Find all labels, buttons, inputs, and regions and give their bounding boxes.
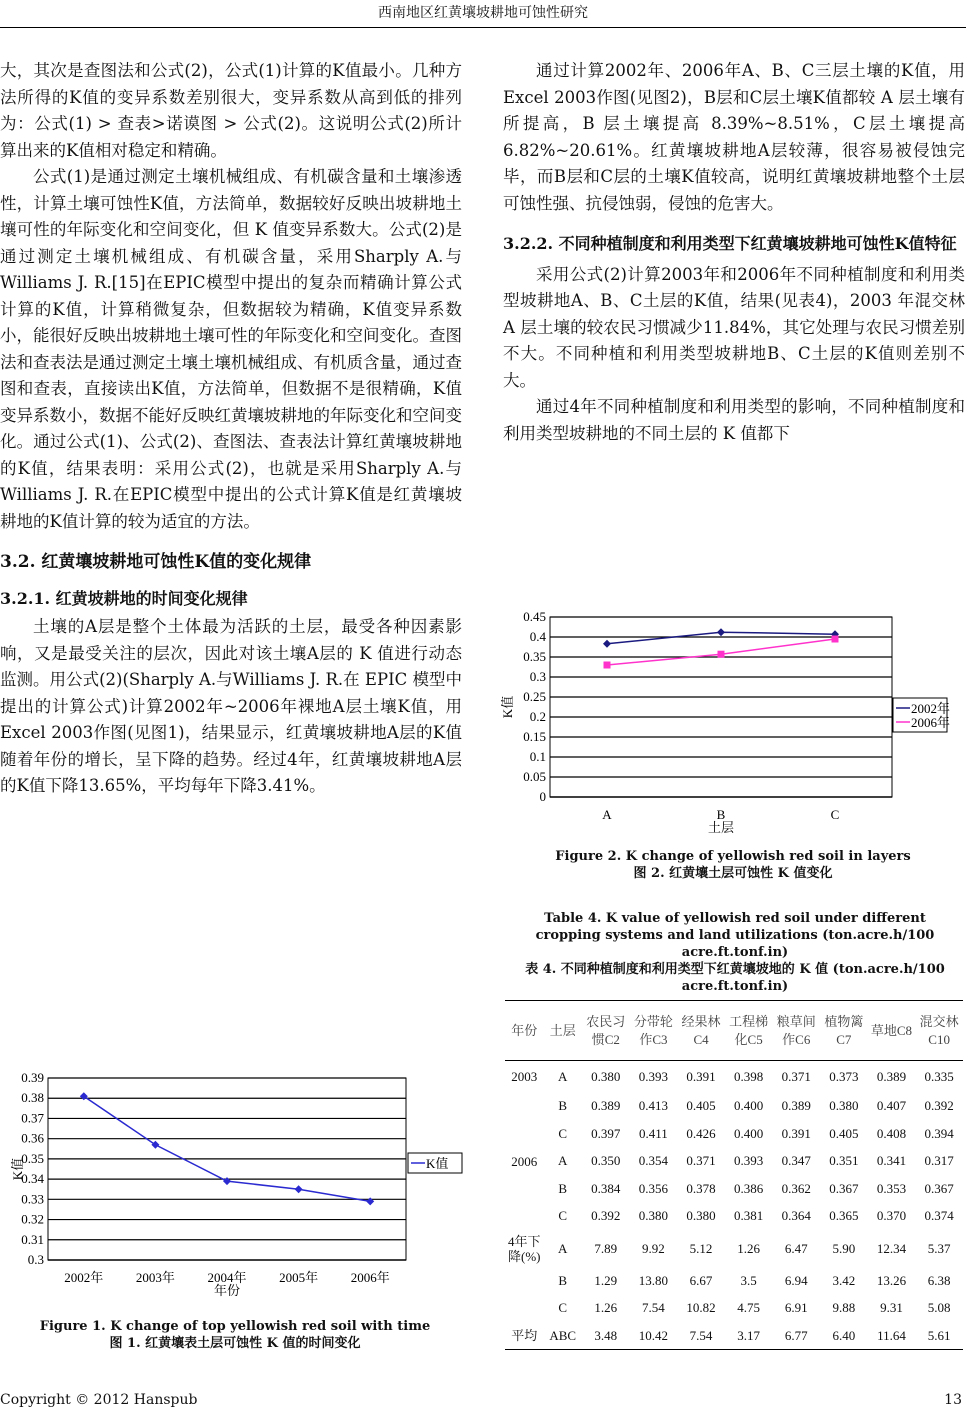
- table-cell: 0.389: [781, 1098, 811, 1114]
- paragraph: 采用公式(2)计算2003年和2006年不同种植制度和利用类型坡耕地A、B、C土层的K值，结果(见表4)，2003 年混交林 A 层土壤的较农民习惯减少11.84%，其它处理与农民习惯差别不大。不同种植和利用类型坡耕地B、C土层的K值则差别不大。: [503, 264, 965, 390]
- table-row: [505, 1267, 963, 1295]
- table-cell: 6.91: [784, 1300, 808, 1316]
- right-column: [503, 58, 965, 447]
- table-4: [505, 1000, 963, 1350]
- subsection-heading: 3.2.2. 不同种植制度和利用类型下红黄壤坡耕地可蚀性K值特征: [503, 234, 957, 253]
- y-tick-label: 0.15: [523, 729, 546, 744]
- table-cell: [505, 1093, 544, 1121]
- table-cell: 0.371: [686, 1153, 716, 1169]
- caption-cn: 表 4. 不同种植制度和利用类型下红黄壤坡地的 K 值 (ton.acre.h/100 acre.ft.tonf.in): [525, 962, 945, 994]
- paragraph: 土壤的A层是整个土体最为活跃的土层，最受各种因素影响，又是最受关注的层次，因此对该土壤A层的 K 值进行动态监测。用公式(2)(Sharply A.与Williams J. R.在 EPIC 模型中提出的计算公式)计算2002年~2006年裸地A层土壤K值，用Excel 2003作图(见图1)，结果显示，红黄壤坡耕地A层的K值随着年份的增长，呈下降的趋势。经过4年，红黄壤坡耕地A层的K值下降13.65%，平均每年下降3.41%。: [0, 617, 462, 795]
- table-cell: 0.386: [734, 1180, 764, 1196]
- y-axis-label: K值: [500, 695, 515, 719]
- table-cell: 7.89: [594, 1240, 618, 1256]
- table-cell: 0.381: [734, 1208, 764, 1224]
- table-cell: 0.380: [591, 1068, 621, 1084]
- y-tick-label: 0.32: [21, 1211, 44, 1227]
- plot-area: [550, 617, 892, 797]
- y-tick-label: 0.33: [21, 1191, 44, 1207]
- table-cell: [505, 1175, 544, 1203]
- table-cell: 0.413: [638, 1098, 669, 1114]
- figure-2-chart: [500, 605, 966, 835]
- subsection-heading: 3.2.1. 红黄坡耕地的时间变化规律: [0, 588, 248, 608]
- table-cell: 0.397: [591, 1125, 621, 1141]
- table-row: [505, 1175, 963, 1203]
- x-axis-label: 年份: [213, 1283, 241, 1298]
- y-tick-label: 0.05: [523, 769, 546, 784]
- column-header: 粮草间作C6: [776, 1013, 816, 1047]
- table-cell: 3.5: [740, 1272, 757, 1288]
- table-cell: B: [558, 1180, 568, 1196]
- table-cell: 5.08: [927, 1300, 951, 1316]
- table-cell: C: [558, 1208, 568, 1224]
- table-cell: 0.393: [734, 1153, 764, 1169]
- y-tick-label: 0.1: [529, 749, 546, 764]
- table-cell: 6.77: [784, 1327, 808, 1343]
- legend-label: 2002年: [911, 701, 951, 716]
- table-cell: 0.426: [686, 1125, 716, 1141]
- table-cell: 0.400: [734, 1098, 764, 1114]
- table-cell: 12.34: [876, 1240, 907, 1256]
- table-row: [505, 1322, 963, 1350]
- data-point: [718, 651, 725, 658]
- table-cell: 0.317: [924, 1153, 954, 1169]
- x-tick-label: 2003年: [135, 1270, 175, 1285]
- table-cell: 9.92: [642, 1240, 665, 1256]
- table-cell: A: [558, 1068, 568, 1084]
- column-header: 分带轮作C3: [633, 1013, 673, 1047]
- table-cell: 3.48: [594, 1327, 618, 1343]
- table-cell: 0.411: [639, 1125, 668, 1141]
- table-cell: 0.367: [829, 1180, 859, 1196]
- caption-cn: 图 1. 红黄壤表土层可蚀性 K 值的时间变化: [109, 1336, 361, 1351]
- table-cell: 0.364: [781, 1208, 811, 1224]
- table-cell: B: [558, 1098, 568, 1114]
- table-cell: 0.362: [781, 1180, 811, 1196]
- table-cell: C: [558, 1125, 568, 1141]
- table-cell: 6.47: [784, 1240, 808, 1256]
- table-cell: 10.42: [638, 1327, 669, 1343]
- table-cell: 0.391: [781, 1125, 811, 1141]
- table-cell: 0.350: [591, 1153, 621, 1169]
- table-cell: 4.75: [737, 1300, 760, 1316]
- paragraph: 公式(1)是通过测定土壤机械组成、有机碳含量和土壤渗透性，计算土壤可蚀性K值，方法简单，数据较好反映出坡耕地土壤可性的年际变化和空间变化，但 K 值变异系数大。公式(2)是通过测定土壤机械组成、有机碳含量，采用Sharply A.与Williams J. R.[15]在EPIC模型中提出的复杂而精确计算公式计算的K值，计算稍微复杂，但数据较为精确，K值变异系数小，能很好反映出坡耕地土壤可性的年际变化和空间变化。查图法和查表法是通过测定土壤土壤机械组成、有机质含量，通过查图和查表，直接读出K值，方法简单，但数据不是很精确，K值变异系数小，数据不能好反映红黄壤坡耕地的年际变化和空间变化。通过公式(1)、公式(2)、查图法、查表法计算红黄壤坡耕地的K值，结果表明：采用公式(2)，也就是采用Sharply A.与Williams J. R.在EPIC模型中提出的公式计算K值是红黄壤坡耕地的K值计算的较为适宜的方法。: [0, 167, 462, 531]
- figure-1-caption: [0, 1318, 470, 1352]
- table-row: [505, 1120, 963, 1148]
- table-cell: 0.389: [876, 1068, 907, 1084]
- column-header: 工程梯化C5: [729, 1013, 769, 1047]
- table-cell: [505, 1267, 544, 1295]
- table-cell: 2003: [511, 1069, 538, 1085]
- column-header: 农民习惯C2: [586, 1013, 626, 1047]
- table-cell: 5.12: [689, 1240, 713, 1256]
- legend-label: 2006年: [911, 715, 951, 730]
- table-cell: 6.94: [784, 1272, 808, 1288]
- table-cell: 0.389: [591, 1098, 621, 1114]
- table-cell: 1.29: [594, 1272, 618, 1288]
- figure-2-caption: [500, 848, 966, 882]
- y-tick-label: 0.35: [21, 1150, 44, 1166]
- table-cell: 0.408: [876, 1125, 907, 1141]
- table-cell: 10.82: [686, 1300, 716, 1316]
- x-tick-label: B: [716, 807, 726, 822]
- x-tick-label: A: [602, 807, 612, 822]
- header-rule: [0, 27, 966, 28]
- table-row: [505, 1093, 963, 1121]
- y-tick-label: 0.38: [21, 1090, 44, 1106]
- table-cell: A: [558, 1240, 568, 1256]
- caption-cn: 图 2. 红黄壤土层可蚀性 K 值变化: [633, 866, 833, 881]
- table-row: [505, 1148, 963, 1176]
- footer-copyright: Copyright © 2012 Hanspub: [0, 1392, 198, 1408]
- table-cell: 0.367: [924, 1180, 954, 1196]
- table-cell: 0.370: [876, 1208, 907, 1224]
- x-axis-label: 土层: [707, 820, 735, 835]
- table-cell: ABC: [549, 1327, 577, 1343]
- table-cell: 9.31: [880, 1300, 903, 1316]
- figure-1-chart: [10, 1068, 465, 1318]
- table-cell: 0.371: [781, 1068, 811, 1084]
- x-tick-label: 2005年: [279, 1270, 319, 1285]
- table-cell: 平均: [511, 1328, 538, 1343]
- column-header: 植物篱C7: [824, 1013, 864, 1047]
- column-header: 混交林C10: [919, 1013, 959, 1047]
- table-cell: 0.394: [924, 1125, 954, 1141]
- y-tick-label: 0.2: [529, 709, 546, 724]
- table-cell: 0.380: [686, 1208, 716, 1224]
- data-point: [832, 636, 839, 643]
- table-cell: 0.347: [781, 1153, 811, 1169]
- y-tick-label: 0.31: [21, 1231, 44, 1247]
- table-cell: 13.80: [638, 1272, 669, 1288]
- y-tick-label: 0.37: [21, 1110, 44, 1126]
- table-cell: 0.380: [829, 1098, 859, 1114]
- plot-area: [48, 1078, 406, 1260]
- table-cell: 5.61: [927, 1327, 951, 1343]
- y-tick-label: 0.35: [523, 649, 546, 664]
- table-cell: 11.64: [877, 1327, 906, 1343]
- table-cell: 0.356: [638, 1180, 669, 1196]
- table-cell: 0.393: [638, 1068, 669, 1084]
- table-cell: 0.392: [924, 1098, 954, 1114]
- table-cell: 0.378: [686, 1180, 716, 1196]
- caption-en: Figure 1. K change of top yellowish red soil with time: [39, 1319, 431, 1334]
- running-header: 西南地区红黄壤坡耕地可蚀性研究: [378, 5, 588, 21]
- caption-en: Figure 2. K change of yellowish red soil in layers: [555, 849, 911, 864]
- table-cell: 0.341: [876, 1153, 907, 1169]
- table-cell: A: [558, 1153, 568, 1169]
- y-tick-label: 0.45: [523, 609, 546, 624]
- table-cell: 0.365: [829, 1208, 859, 1224]
- table-cell: 0.400: [734, 1125, 764, 1141]
- table-row: [505, 1203, 963, 1231]
- table-cell: 4年下降(%): [507, 1233, 541, 1264]
- table-cell: 0.391: [686, 1068, 716, 1084]
- y-tick-label: 0.34: [21, 1171, 44, 1187]
- table-cell: 0.380: [638, 1208, 669, 1224]
- table-row: [505, 1061, 963, 1093]
- y-tick-label: 0.3: [27, 1252, 44, 1267]
- column-header: 年份: [511, 1022, 538, 1038]
- paragraph: 通过计算2002年、2006年A、B、C三层土壤的K值，用Excel 2003作图(见图2)，B层和C层土壤K值都较 A 层土壤有所提高，B 层土壤提高 8.39%~8.51%，C层土壤提高6.82%~20.61%。红黄壤坡耕地A层较薄，很容易被侵蚀完毕，而B层和C层的土壤K值较高，说明红黄壤坡耕地整个土层可蚀性强、抗侵蚀弱，侵蚀的危害大。: [503, 61, 965, 213]
- table-row: [505, 1295, 963, 1323]
- paragraph: 大，其次是查图法和公式(2)，公式(1)计算的K值最小。几种方法所得的K值的变异系数差别很大，变异系数从高到低的排列为：公式(1) > 查表>诺谟图 > 公式(2)。这说明公式(2)所计算出来的K值相对稳定和精确。: [0, 61, 462, 160]
- table-cell: 6.40: [832, 1327, 856, 1343]
- table-cell: 6.67: [689, 1272, 713, 1288]
- table-cell: 0.405: [829, 1125, 859, 1141]
- table-cell: 0.353: [876, 1180, 907, 1196]
- left-column: [0, 58, 462, 800]
- y-tick-label: 0.3: [529, 669, 546, 684]
- table-cell: 1.26: [594, 1300, 618, 1316]
- x-tick-label: C: [830, 807, 840, 822]
- footer-page-number: 13: [944, 1392, 962, 1408]
- y-tick-label: 0.39: [21, 1070, 44, 1085]
- column-header: 土层: [549, 1022, 576, 1038]
- section-heading: 3.2. 红黄壤坡耕地可蚀性K值的变化规律: [0, 552, 312, 572]
- y-axis-label: K值: [10, 1157, 25, 1181]
- table-cell: 1.26: [737, 1240, 760, 1256]
- table-cell: 0.354: [638, 1153, 669, 1169]
- table-cell: C: [558, 1300, 568, 1316]
- table-cell: 7.54: [689, 1327, 713, 1343]
- paragraph: 通过4年不同种植制度和利用类型的影响，不同种植制度和利用类型坡耕地的不同土层的 K 值都下: [503, 397, 965, 443]
- table-cell: [505, 1120, 544, 1148]
- table-cell: 13.26: [876, 1272, 907, 1288]
- table-cell: 0.392: [591, 1208, 621, 1224]
- table-cell: 0.335: [924, 1068, 954, 1084]
- column-header: 草地C8: [870, 1022, 913, 1038]
- y-tick-label: 0: [539, 789, 546, 804]
- legend-label: K值: [426, 1156, 449, 1171]
- table-cell: 3.17: [737, 1327, 760, 1343]
- x-tick-label: 2002年: [64, 1270, 104, 1285]
- table-cell: 7.54: [642, 1300, 665, 1316]
- caption-en: Table 4. K value of yellowish red soil under different cropping systems and land utilizations (ton.acre.h/100 acre.ft.tonf.in): [535, 911, 935, 960]
- y-tick-label: 0.36: [21, 1130, 44, 1146]
- table-cell: 3.42: [832, 1272, 856, 1288]
- y-tick-label: 0.25: [523, 689, 546, 704]
- column-header: 经果林C4: [681, 1013, 721, 1047]
- table-cell: 5.90: [832, 1240, 856, 1256]
- table-cell: 9.88: [832, 1300, 856, 1316]
- table-cell: B: [558, 1272, 568, 1288]
- data-point: [604, 662, 611, 669]
- table-cell: [505, 1295, 544, 1323]
- table-cell: 0.374: [924, 1208, 954, 1224]
- x-tick-label: 2006年: [350, 1270, 390, 1285]
- table-4-caption: [515, 910, 955, 995]
- table-cell: 0.407: [876, 1098, 907, 1114]
- table-cell: 0.351: [829, 1153, 859, 1169]
- y-tick-label: 0.4: [529, 629, 546, 644]
- table-cell: 5.37: [927, 1240, 951, 1256]
- x-tick-label: 2004年: [207, 1270, 247, 1285]
- table-cell: 0.405: [686, 1098, 716, 1114]
- table-cell: [505, 1203, 544, 1231]
- table-cell: 6.38: [927, 1272, 951, 1288]
- table-cell: 0.398: [734, 1068, 764, 1084]
- table-cell: 0.373: [829, 1068, 859, 1084]
- table-cell: 0.384: [591, 1180, 621, 1196]
- table-row: [505, 1230, 963, 1267]
- table-cell: 2006: [511, 1153, 538, 1169]
